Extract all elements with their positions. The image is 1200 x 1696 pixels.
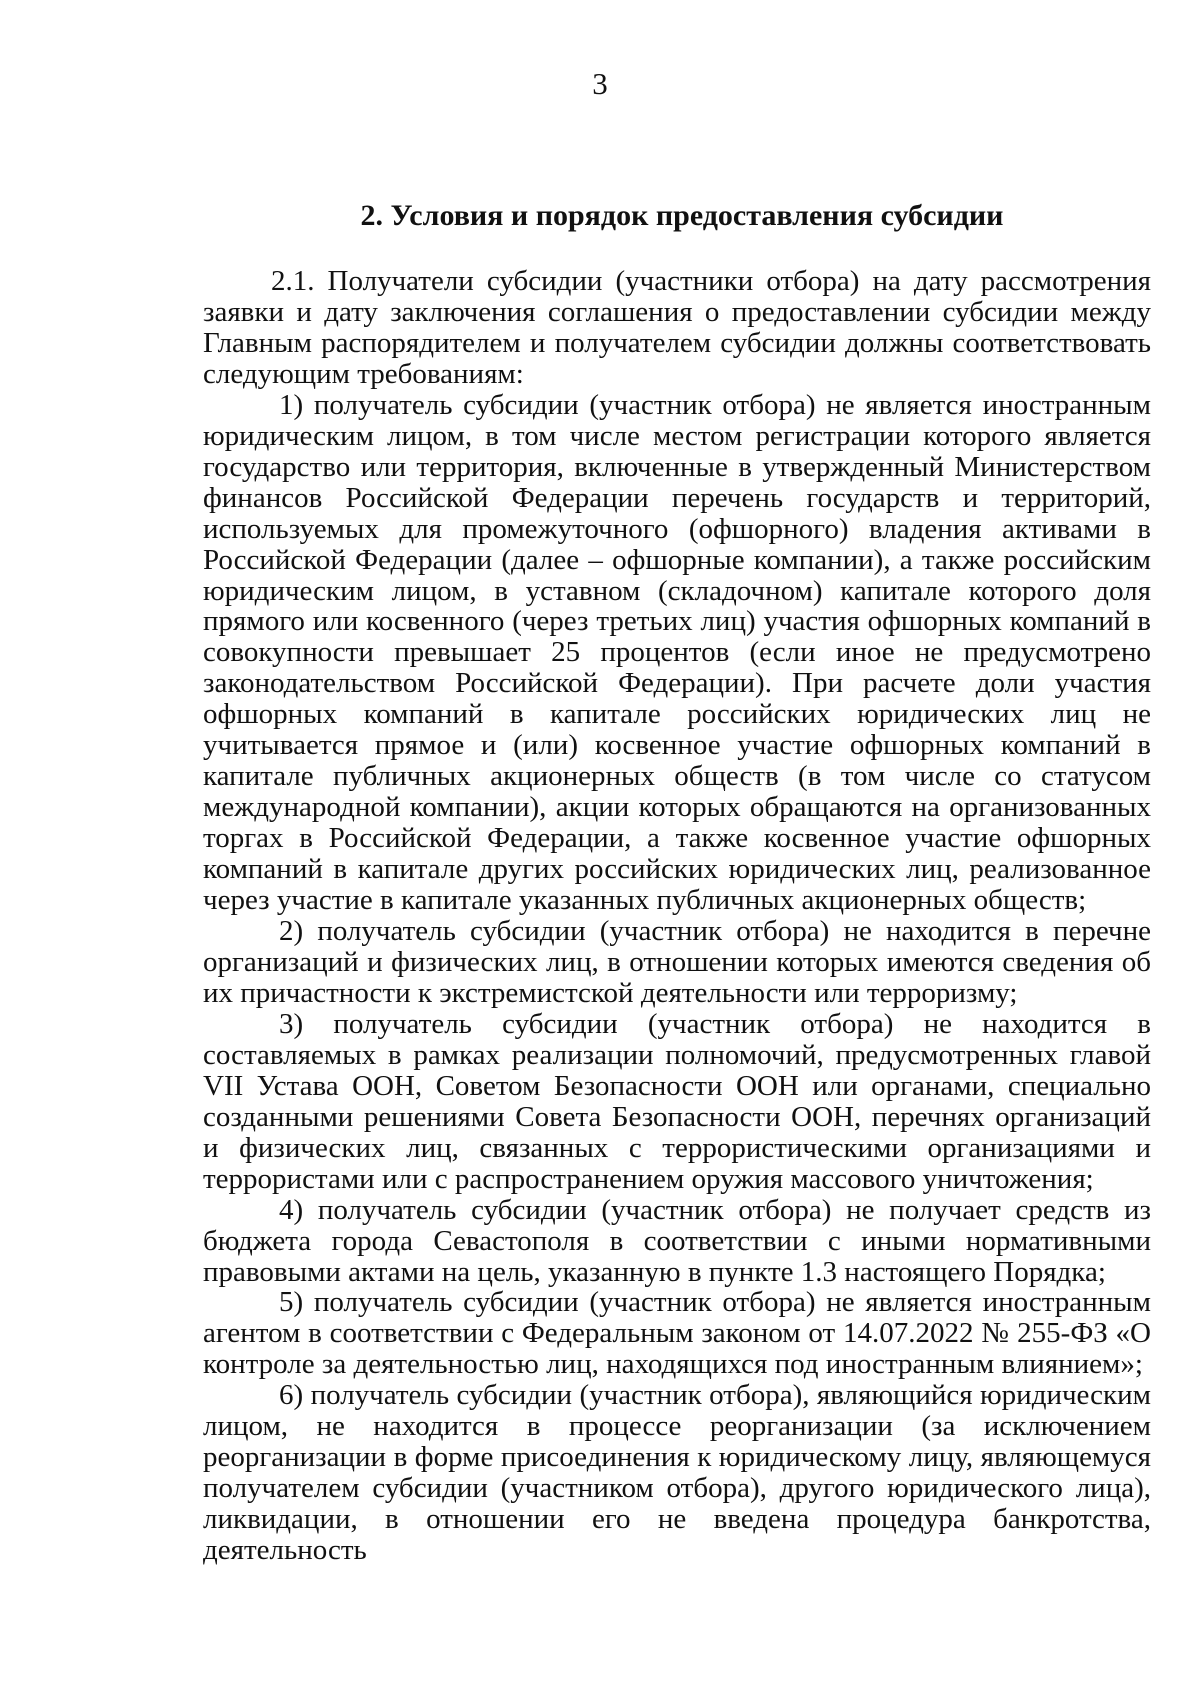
section-title: 2. Условия и порядок предоставления субсидии <box>360 199 1004 232</box>
paragraph-item-1: 1) получатель субсидии (участник отбора) не является иностранным юридическим лицом, в том числе местом регистрации которого является государство или территория, включенные в утвержденный Министерством финансов Российской Федерации перечень государств и территорий, используемых для промежуточного (офшорного) владения активами в Российской Федерации (далее – офшорные компании), а также российским юридическим лицом, в уставном (складочном) капитале которого доля прямого или косвенного (через третьих лиц) участия офшорных компаний в совокупности превышает 25 процентов (если иное не предусмотрено законодательством Российской Федерации). При расчете доли участия офшорных компаний в капитале российских юридических лиц не учитывается прямое и (или) косвенное участие офшорных компаний в капитале публичных акционерных обществ (в том числе со статусом международной компании), акции которых обращаются на организованных торгах в Российской Федерации, а также косвенное участие офшорных компаний в капитале других российских юридических лиц, реализованное через участие в капитале указанных публичных акционерных обществ; <box>203 388 1151 917</box>
document-body <box>203 266 1151 1566</box>
paragraph-item-5: 5) получатель субсидии (участник отбора) не является иностранным агентом в соответствии с Федеральным законом от 14.07.2022 № 255-ФЗ «О контроле за деятельностью лиц, находящихся под иностранным влиянием»; <box>203 1286 1151 1381</box>
paragraph-item-6: 6) получатель субсидии (участник отбора), являющийся юридическим лицом, не находится в процессе реорганизации (за исключением реорганизации в форме присоединения к юридическому лицу, являющемуся получателем субсидии (участником отбора), другого юридического лица), ликвидации, в отношении его не введена процедура банкротства, деятельность <box>203 1379 1151 1567</box>
page-number: 3 <box>592 66 608 101</box>
paragraph-item-4: 4) получатель субсидии (участник отбора) не получает средств из бюджета города Севастополя в соответствии с иными нормативными правовыми актами на цель, указанную в пункте 1.3 настоящего Порядка; <box>203 1193 1151 1288</box>
paragraph-item-2: 2) получатель субсидии (участник отбора) не находится в перечне организаций и физических лиц, в отношении которых имеются сведения об их причастности к экстремистской деятельности или терроризму; <box>203 915 1151 1009</box>
paragraph-item-3: 3) получатель субсидии (участник отбора) не находится в составляемых в рамках реализации полномочий, предусмотренных главой VII Устава ООН, Советом Безопасности ООН или органами, специально созданными решениями Совета Безопасности ООН, перечнях организаций и физических лиц, связанных с террористическими организациями и террористами или с распространением оружия массового уничтожения; <box>203 1007 1151 1195</box>
paragraph-2-1: 2.1. Получатели субсидии (участники отбора) на дату рассмотрения заявки и дату заключения соглашения о предоставлении субсидии между Главным распорядителем и получателем субсидии должны соответствовать следующим требованиям: <box>203 265 1151 390</box>
